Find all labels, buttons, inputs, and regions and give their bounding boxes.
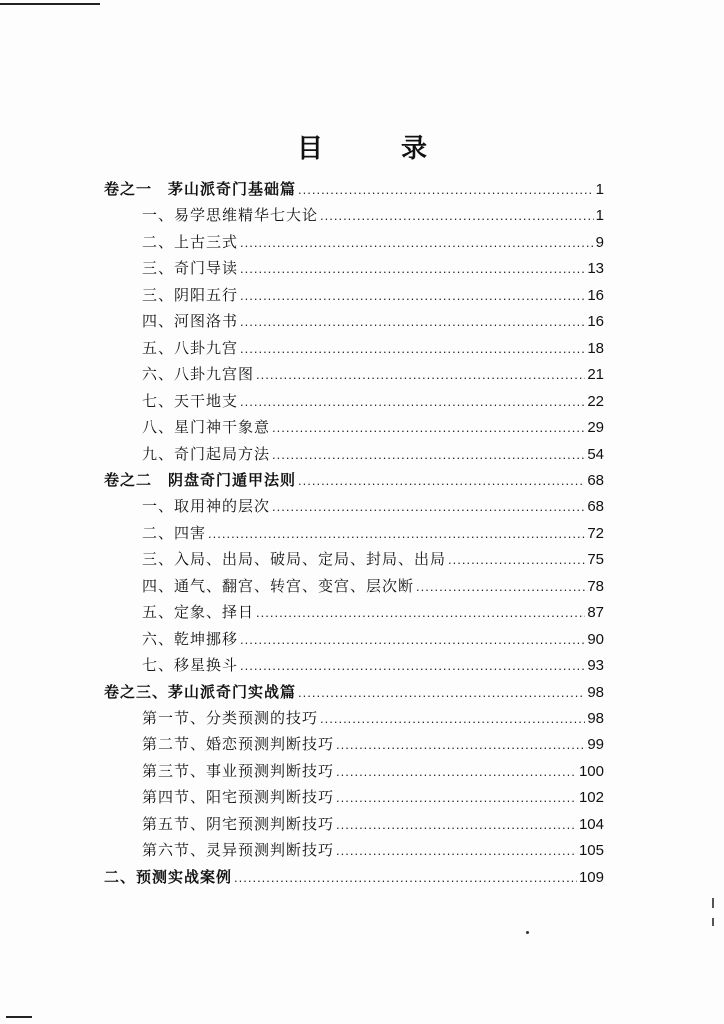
dot-leader: [208, 522, 585, 546]
toc-page-number: 99: [587, 736, 604, 753]
dot-leader: [256, 363, 585, 387]
toc-page-number: 102: [578, 789, 604, 806]
toc-entry[interactable]: [142, 574, 604, 598]
toc-page-number: 18: [587, 340, 604, 357]
toc-item-title: 四、通气、翻宫、转宫、变宫、层次断: [142, 577, 415, 595]
toc-page-number: 109: [578, 869, 604, 886]
dot-leader: [336, 786, 577, 810]
toc-page-number: 22: [587, 393, 604, 410]
dot-leader: [240, 257, 585, 281]
toc-entry[interactable]: [142, 600, 604, 624]
toc-page-number: 78: [587, 578, 604, 595]
toc-page-number: 16: [587, 313, 604, 330]
toc-entry[interactable]: [142, 547, 604, 571]
dot-leader: [416, 575, 585, 599]
toc-item-title: 三、阴阳五行: [142, 286, 239, 304]
toc-item-title: 九、奇门起局方法: [142, 445, 271, 463]
dot-leader: [320, 707, 585, 731]
toc-section-title: 卷之一 茅山派奇门基础篇: [104, 180, 297, 198]
toc-item-title: 第五节、阴宅预测判断技巧: [142, 815, 335, 833]
toc-item-title: 五、定象、择日: [142, 603, 255, 621]
toc-page-number: 104: [578, 816, 604, 833]
dot-leader: [240, 654, 585, 678]
toc-item-title: 七、天干地支: [142, 392, 239, 410]
toc-item-title: 第四节、阳宅预测判断技巧: [142, 788, 335, 806]
dot-leader: [272, 416, 585, 440]
toc-entry[interactable]: [104, 680, 604, 704]
dot-leader: [298, 681, 585, 705]
toc-entry[interactable]: [142, 812, 604, 836]
toc-page-number: 9: [595, 234, 604, 251]
toc-item-title: 一、易学思维精华七大论: [142, 206, 319, 224]
toc-page-number: 54: [587, 446, 604, 463]
toc-entry[interactable]: [142, 362, 604, 386]
dot-leader: [448, 548, 585, 572]
toc-entry[interactable]: [142, 230, 604, 254]
toc-section-title: 卷之二 阴盘奇门遁甲法则: [104, 471, 297, 489]
toc-page-number: 13: [587, 260, 604, 277]
toc-page-number: 105: [578, 842, 604, 859]
toc-entry[interactable]: [142, 415, 604, 439]
toc-item-title: 第六节、灵异预测判断技巧: [142, 841, 335, 859]
toc-page-number: 87: [587, 604, 604, 621]
toc-entry[interactable]: [142, 785, 604, 809]
toc-page-number: 90: [587, 631, 604, 648]
toc-item-title: 二、四害: [142, 524, 207, 542]
toc-page-number: 68: [587, 472, 604, 489]
toc-entry[interactable]: [142, 627, 604, 651]
dot-leader: [272, 443, 585, 467]
toc-item-title: 五、八卦九宫: [142, 339, 239, 357]
dot-leader: [336, 733, 585, 757]
toc-entry[interactable]: [142, 336, 604, 360]
toc-entry[interactable]: [142, 389, 604, 413]
toc-page-number: 29: [587, 419, 604, 436]
toc-entry[interactable]: [104, 468, 604, 492]
toc-entry[interactable]: [142, 494, 604, 518]
toc-item-title: 第二节、婚恋预测判断技巧: [142, 735, 335, 753]
page-title: 目 录: [296, 134, 453, 164]
toc-item-title: 六、乾坤挪移: [142, 630, 239, 648]
toc-page-number: 16: [587, 287, 604, 304]
toc-item-title: 第三节、事业预测判断技巧: [142, 762, 335, 780]
dot-leader: [240, 231, 594, 255]
dot-leader: [240, 628, 585, 652]
toc-entry[interactable]: [142, 283, 604, 307]
dot-leader: [298, 178, 594, 202]
toc-entry[interactable]: [142, 521, 604, 545]
toc-page-number: 98: [587, 684, 604, 701]
toc-entry[interactable]: [142, 309, 604, 333]
toc-page-number: 72: [587, 525, 604, 542]
toc-entry[interactable]: [142, 706, 604, 730]
toc-entry[interactable]: [142, 653, 604, 677]
toc-entry[interactable]: [142, 838, 604, 862]
dot-leader: [256, 601, 585, 625]
toc-page-number: 1: [595, 207, 604, 224]
toc-entry[interactable]: [142, 759, 604, 783]
toc-entry[interactable]: [104, 177, 604, 201]
dot-leader: [240, 390, 585, 414]
toc-item-title: 三、奇门导读: [142, 259, 239, 277]
toc-page-number: 21: [587, 366, 604, 383]
dot-leader: [240, 337, 585, 361]
dot-leader: [336, 839, 577, 863]
toc-item-title: 第一节、分类预测的技巧: [142, 709, 319, 727]
toc-item-title: 七、移星换斗: [142, 656, 239, 674]
dot-leader: [240, 284, 585, 308]
toc-item-title: 八、星门神干象意: [142, 418, 271, 436]
dot-leader: [240, 310, 585, 334]
toc-page-number: 68: [587, 498, 604, 515]
toc-page-number: 100: [578, 763, 604, 780]
toc-entry[interactable]: [142, 256, 604, 280]
toc-item-title: 三、入局、出局、破局、定局、封局、出局: [142, 550, 447, 568]
dot-leader: [320, 204, 594, 228]
toc-page-number: 1: [595, 181, 604, 198]
toc-page-number: 98: [587, 710, 604, 727]
toc-item-title: 二、上古三式: [142, 233, 239, 251]
toc-item-title: 四、河图洛书: [142, 312, 239, 330]
toc-entry[interactable]: [142, 442, 604, 466]
dot-leader: [298, 469, 585, 493]
toc-section-title: 卷之三、茅山派奇门实战篇: [104, 683, 297, 701]
toc-entry[interactable]: [142, 203, 604, 227]
dot-leader: [272, 495, 585, 519]
toc-item-title: 一、取用神的层次: [142, 497, 271, 515]
toc-page-number: 93: [587, 657, 604, 674]
toc-entry[interactable]: [142, 732, 604, 756]
toc-item-title: 六、八卦九宫图: [142, 365, 255, 383]
toc-section-title: 二、预测实战案例: [104, 868, 233, 886]
toc-entry[interactable]: [104, 865, 604, 889]
dot-leader: [336, 813, 577, 837]
dot-leader: [234, 866, 577, 890]
dot-leader: [336, 760, 577, 784]
toc-page-number: 75: [587, 551, 604, 568]
